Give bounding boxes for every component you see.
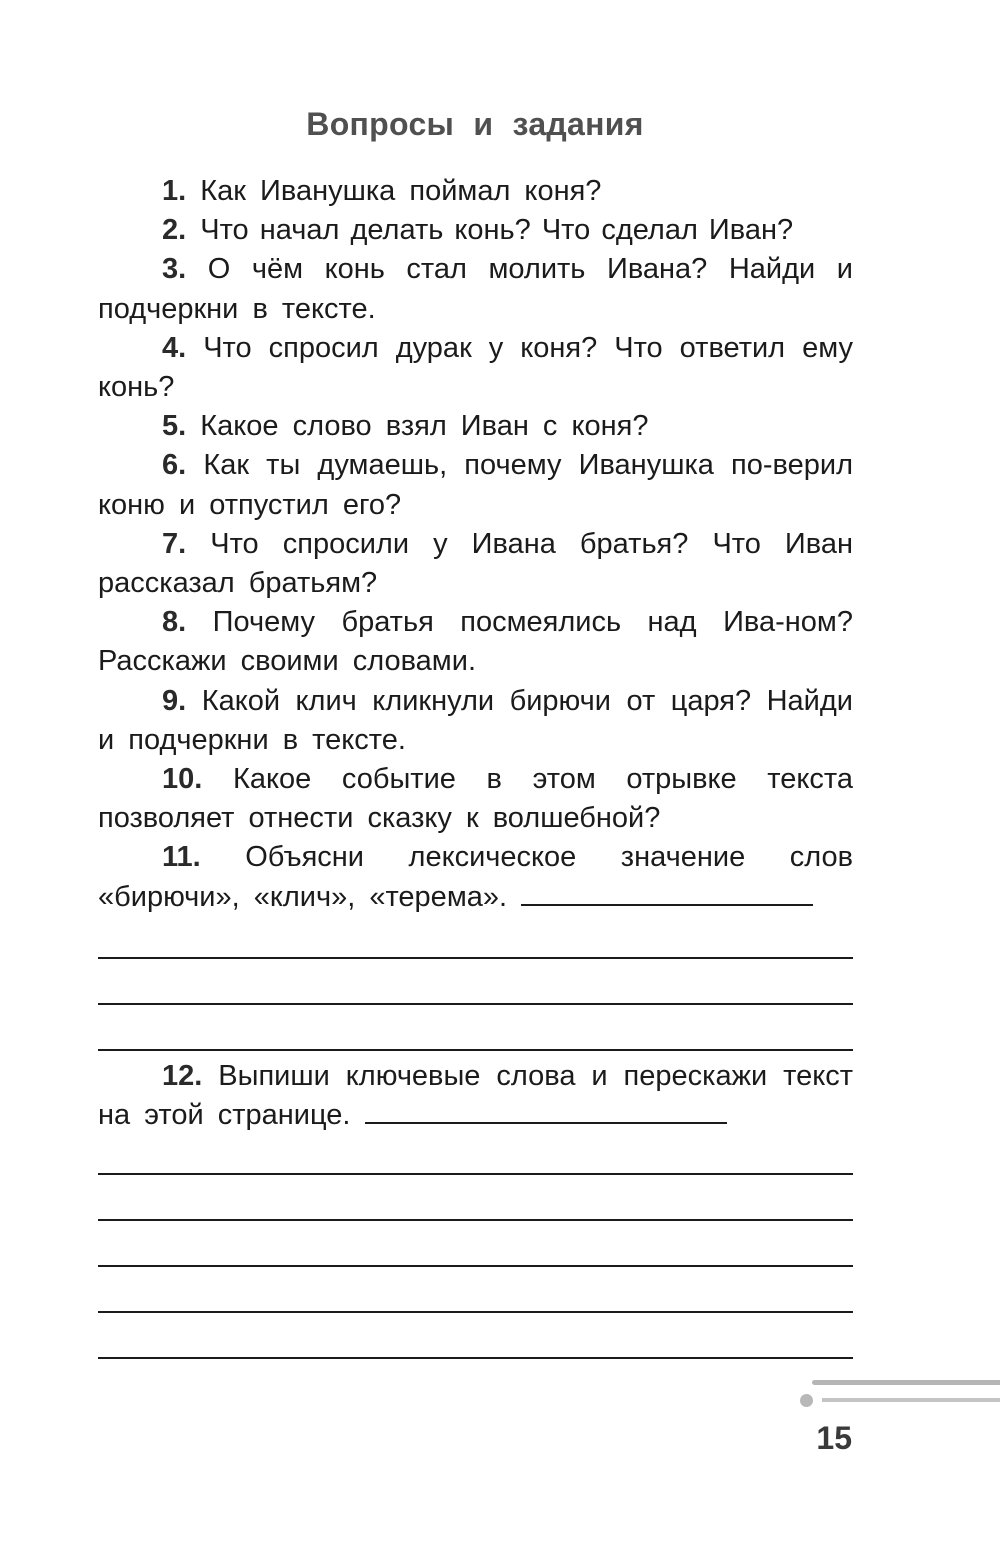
question-number: 8. [162, 606, 187, 639]
question-text: О чём конь стал молить Ивана? Найди и подчеркни в тексте. [98, 253, 853, 325]
answer-line[interactable] [98, 1003, 853, 1005]
answer-line[interactable] [98, 1049, 853, 1051]
question-text: Что спросил дурак у коня? Что ответил ему конь? [98, 331, 853, 404]
question-11 [98, 838, 853, 916]
question-7 [98, 525, 853, 603]
questions-list-continued [98, 1057, 853, 1135]
question-number: 12. [162, 1060, 203, 1092]
answer-line[interactable] [98, 1311, 853, 1313]
question-number: 4. [162, 331, 187, 364]
question-5 [98, 407, 853, 446]
question-number: 6. [162, 449, 187, 482]
question-2 [98, 211, 853, 250]
question-12 [98, 1057, 853, 1135]
question-number: 7. [162, 527, 187, 560]
question-number: 1. [162, 175, 187, 207]
question-text: Выпиши ключевые слова и перескажи текст на этой странице. [98, 1060, 854, 1132]
decorative-line [822, 1398, 1000, 1402]
question-number: 2. [162, 214, 187, 247]
question-number: 9. [162, 684, 187, 717]
question-number: 3. [162, 253, 187, 286]
decorative-line [812, 1380, 1000, 1385]
answer-line[interactable] [98, 1219, 853, 1221]
question-number: 5. [162, 410, 187, 443]
decorative-dot [800, 1394, 813, 1407]
answer-line[interactable] [98, 957, 853, 959]
question-text: Что начал делать конь? Что сделал Иван? [200, 214, 794, 247]
question-number: 10. [162, 763, 203, 796]
question-text: Что спросили у Ивана братья? Что Иван рассказал братьям? [98, 527, 853, 600]
questions-list [98, 172, 853, 917]
question-number: 11. [162, 841, 201, 874]
question-text: Почему братья посмеялись над Ива-ном? Расскажи своими словами. [98, 606, 853, 678]
question-text: Какой клич кликнули бирючи от царя? Найди и подчеркни в тексте. [98, 684, 853, 756]
question-10 [98, 760, 853, 838]
question-text: Объясни лексическое значение слов «бирючи», «клич», «терема». [98, 841, 853, 913]
question-1 [98, 172, 853, 211]
question-4 [98, 329, 853, 407]
question-text: Какое слово взял Иван с коня? [200, 410, 649, 443]
question-6 [98, 446, 853, 524]
page-title: Вопросы и задания [306, 106, 644, 142]
question-text: Как Иванушка поймал коня? [200, 175, 602, 207]
page-number: 15 [816, 1420, 852, 1456]
answer-line[interactable] [98, 1173, 853, 1175]
answer-line[interactable] [98, 1357, 853, 1359]
question-text: Какое событие в этом отрывке текста позволяет отнести сказку к волшебной? [98, 763, 853, 835]
answer-line[interactable] [521, 903, 813, 906]
question-9 [98, 682, 853, 760]
answer-line[interactable] [365, 1121, 727, 1124]
question-3 [98, 250, 853, 328]
answer-line[interactable] [98, 1265, 853, 1267]
question-text: Как ты думаешь, почему Иванушка по-верил коню и отпустил его? [98, 449, 853, 521]
question-8 [98, 603, 853, 681]
